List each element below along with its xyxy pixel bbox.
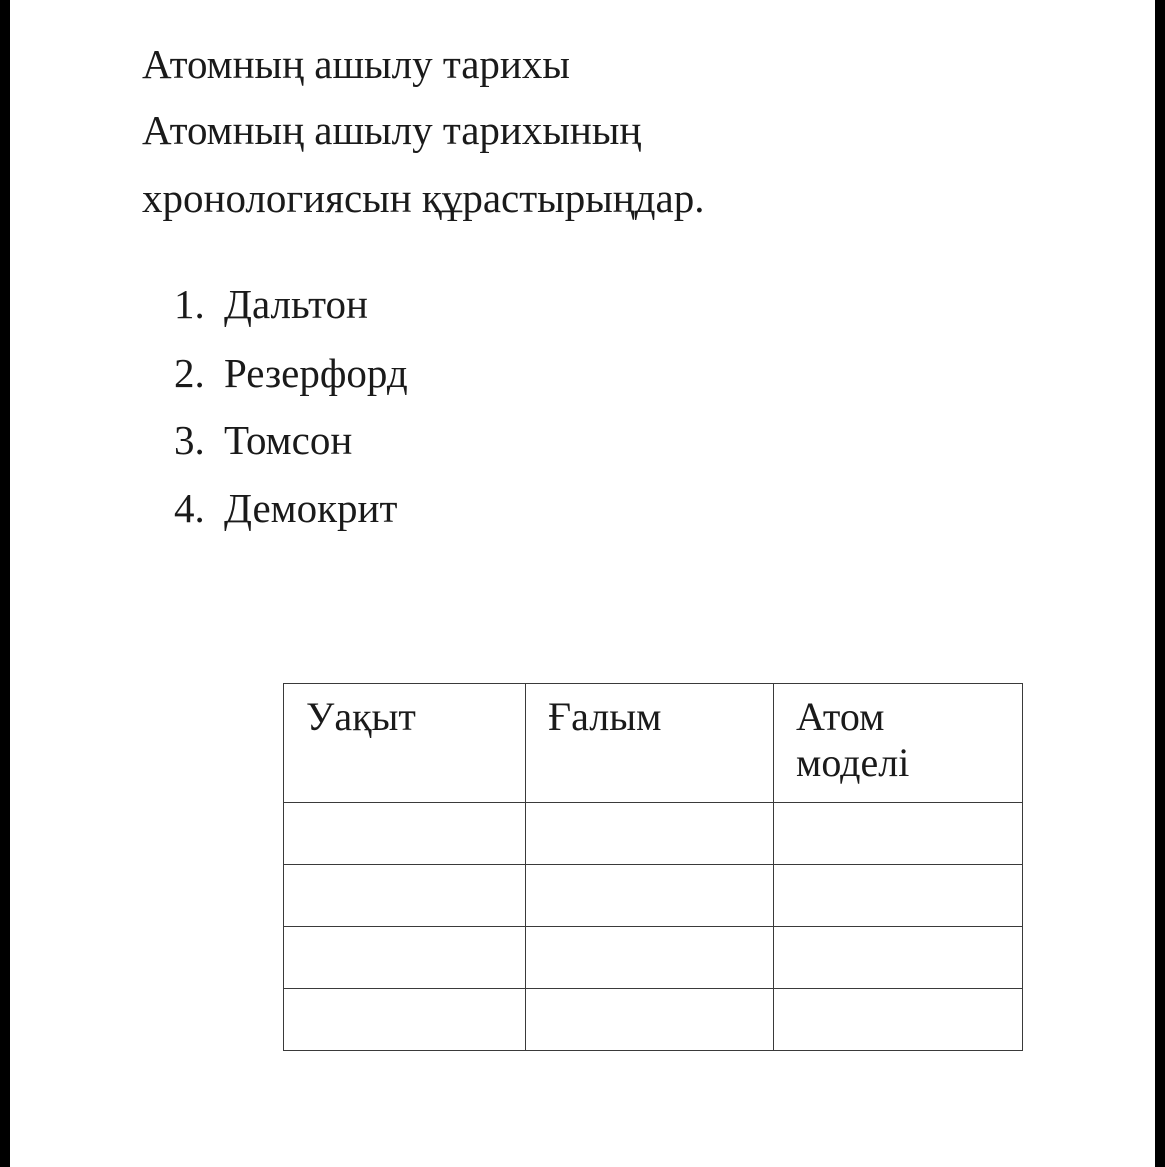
list-item-name: Дальтон: [224, 281, 368, 327]
list-item-number: 4.: [174, 485, 205, 531]
table-cell-time[interactable]: [284, 927, 526, 989]
table-row: [284, 803, 1023, 865]
list-item: [174, 280, 368, 328]
table-row: [284, 927, 1023, 989]
task-text-line-1: Атомның ашылу тарихының: [142, 107, 642, 153]
header-atom-model: [774, 684, 1023, 803]
document-title: Атомның ашылу тарихы: [142, 41, 570, 87]
list-item-name: Демокрит: [224, 485, 398, 531]
table-cell-time[interactable]: [284, 989, 526, 1051]
header-time: Уақыт: [284, 684, 526, 803]
table-cell-atom-model[interactable]: [774, 865, 1023, 927]
list-item: [174, 416, 352, 464]
list-item-number: 1.: [174, 281, 205, 327]
list-item-name: Резерфорд: [224, 350, 408, 396]
table-cell-atom-model[interactable]: [774, 803, 1023, 865]
header-scientist: Ғалым: [526, 684, 774, 803]
table-row: [284, 989, 1023, 1051]
table-cell-scientist[interactable]: [526, 865, 774, 927]
table-row: [284, 865, 1023, 927]
header-atom-model-line-1: Атом: [796, 694, 885, 739]
header-atom-model-line-2: моделі: [796, 740, 910, 785]
table-cell-scientist[interactable]: [526, 989, 774, 1051]
table-header-row: [284, 684, 1023, 803]
task-text-line-2: хронологиясын құрастырыңдар.: [142, 175, 705, 221]
list-item-number: 3.: [174, 417, 205, 463]
list-item-name: Томсон: [224, 417, 353, 463]
table-cell-atom-model[interactable]: [774, 989, 1023, 1051]
list-item: [174, 484, 397, 532]
list-item: [174, 349, 408, 397]
table-cell-time[interactable]: [284, 803, 526, 865]
document-page: [10, 0, 1155, 1167]
table-cell-atom-model[interactable]: [774, 927, 1023, 989]
chronology-table: [283, 683, 1023, 1051]
list-item-number: 2.: [174, 350, 205, 396]
table-cell-scientist[interactable]: [526, 803, 774, 865]
table-cell-time[interactable]: [284, 865, 526, 927]
table-cell-scientist[interactable]: [526, 927, 774, 989]
